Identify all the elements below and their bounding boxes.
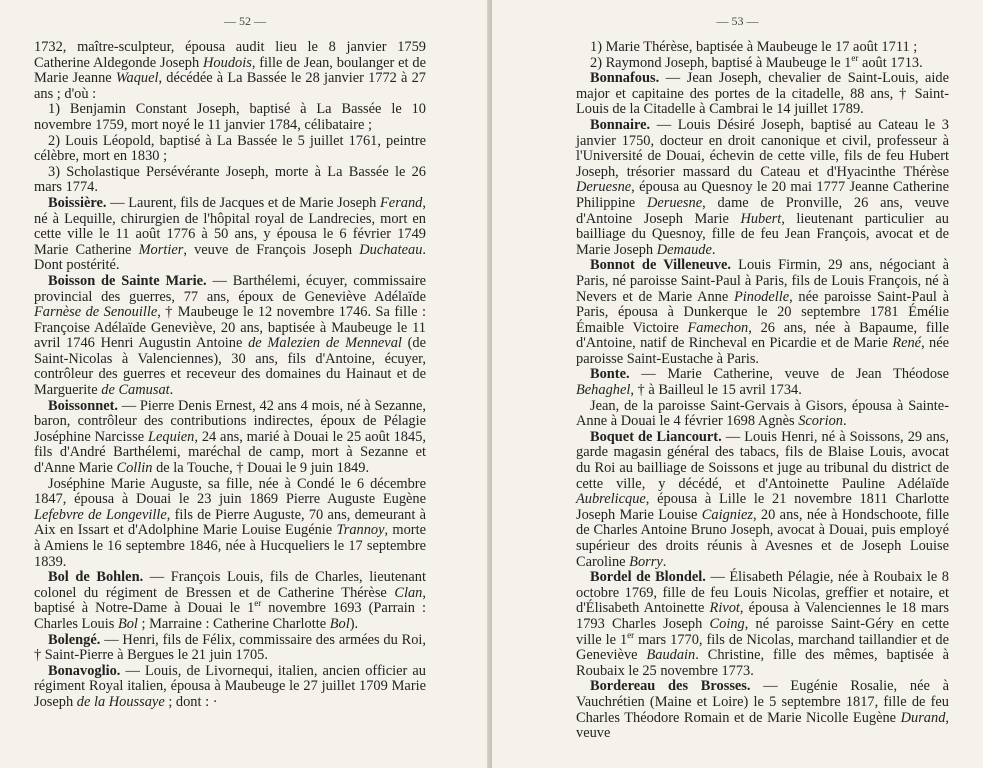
- text-run: , baptisé à Notre-Dame à Douai le 1: [34, 584, 426, 617]
- superscript: er: [851, 52, 859, 63]
- entry-heading: Bonnaire.: [590, 116, 651, 133]
- italic-name: Trannoy: [336, 522, 385, 539]
- entry-heading: Bonavoglio.: [48, 662, 121, 679]
- paragraph: [576, 71, 949, 118]
- text-run: ; dont : ·: [164, 693, 218, 710]
- entry-heading: Bonnot de Villeneuve.: [590, 257, 732, 274]
- text-run: mars 1770, fils de Nicolas, marchand taillandier et de Geneviève: [576, 631, 950, 664]
- right-folio: — 53 —: [716, 14, 759, 28]
- italic-name: Scorion: [798, 413, 843, 430]
- text-run: , veuve de François Joseph: [183, 241, 360, 258]
- text-run: Louis Firmin, 29 ans, négociant à Paris, né paroisse Saint-Paul à Paris, fils de Louis François, né à Nevers et de Marie Anne: [576, 257, 949, 305]
- text-run: , † Maubeuge le 12 novembre 1746. Sa fille : Françoise Adélaïde Geneviève, 20 ans, baptisée à Maubeuge le 11 avril 1746 Henri Augustin Antoine: [34, 304, 427, 352]
- entry-heading: Bonnafous.: [590, 70, 660, 87]
- italic-name: Farnèse de Senouille: [34, 304, 158, 321]
- paragraph: [576, 258, 949, 367]
- text-run: , morte à Amiens le 16 septembre 1846, née à Hucqueliers le 17 septembre 1839.: [34, 522, 426, 570]
- text-run: .: [662, 553, 667, 570]
- superscript: er: [254, 598, 262, 609]
- left-text-column: [34, 40, 426, 711]
- entry-heading: Bol de Bohlen.: [48, 569, 144, 586]
- italic-name: Aubrelicque: [576, 491, 646, 508]
- paragraph: [576, 570, 949, 679]
- italic-name: Mortier: [138, 241, 184, 258]
- paragraph: [576, 40, 949, 56]
- italic-name: Borry: [629, 553, 663, 570]
- italic-name: de Malezien de Menneval: [248, 335, 402, 352]
- entry-heading: Boissière.: [48, 194, 107, 211]
- entry-heading: Boquet de Liancourt.: [590, 428, 722, 445]
- text-run: , décédée à La Bassée le 28 janvier 1772 à 27 ans ; d'où :: [34, 70, 426, 102]
- paragraph: [576, 367, 949, 398]
- superscript: er: [627, 629, 635, 640]
- paragraph: [34, 477, 426, 571]
- text-run: 1) Benjamin Constant Joseph, baptisé à La Bassée le 10 novembre 1759, mort noyé le 11 janvier 1784, célibataire ;: [34, 101, 426, 133]
- entry-heading: Bordereau des Brosses.: [590, 678, 751, 695]
- italic-name: Baudain: [646, 647, 696, 664]
- italic-name: Lefebvre de Longeville: [34, 506, 167, 523]
- italic-name: Deruesne: [576, 179, 632, 196]
- text-run: — Jean Joseph, chevalier de Saint-Louis, aide major et capitaine des portes de la citadelle, 88 ans, † Saint-Louis de la Citadelle à Cambrai le 14 juillet 1789.: [576, 70, 949, 118]
- text-run: .: [711, 241, 716, 258]
- text-run: août 1713.: [858, 54, 923, 71]
- paragraph: [34, 274, 426, 399]
- text-run: — Pierre Denis Ernest, 42 ans 4 mois, né à Sezanne, baron, contrôleur des contributions indirectes, époux de Pélagie Joséphine Narcisse: [34, 397, 426, 445]
- text-run: , né paroisse Saint-Géry en cette ville le 1: [576, 615, 949, 648]
- text-run: , née paroisse Saint-Eustache à Paris.: [576, 335, 950, 367]
- italic-name: Waquel: [115, 70, 159, 87]
- paragraph: [34, 570, 426, 632]
- text-run: , née paroisse Saint-Paul à Paris, épousa à Dunkerque le 20 septembre 1781 Émélie Émaible Victoire: [576, 288, 949, 336]
- italic-name: Bol: [329, 615, 350, 632]
- paragraph: [34, 40, 426, 102]
- text-run: Jean, de la paroisse Saint-Gervais à Gisors, épousa à Sainte-Anne à Douai le 4 février 1698 Agnès: [576, 397, 949, 430]
- text-run: , épousa à Lille le 21 novembre 1811 Charlotte Joseph Marie Louise: [576, 491, 949, 523]
- right-page: [492, 0, 983, 768]
- italic-name: Demaude: [656, 241, 712, 258]
- text-run: . Christine, fille des mêmes, baptisée à Roubaix le 25 novembre 1773.: [576, 647, 949, 679]
- paragraph: [34, 102, 426, 133]
- entry-heading: Boissonnet.: [48, 397, 118, 414]
- italic-name: Ferand: [380, 194, 423, 211]
- paragraph: [576, 118, 949, 258]
- text-run: — Louis Henri, né à Soissons, 29 ans, garde magasin général des tabacs, fils de Blaise Louis, avocat du Roi au bailliage de Soissons et juge au tribunal du district de cette ville, y décédé, et d'Antoinette Pauline Adélaïde: [576, 428, 949, 492]
- text-run: de la Touche, † Douai le 9 juin 1849.: [152, 460, 370, 477]
- italic-name: Hubert: [740, 210, 782, 227]
- italic-name: Caigniez: [701, 506, 753, 523]
- italic-name: Behaghel: [576, 382, 631, 399]
- paragraph: [34, 165, 426, 196]
- italic-name: Deruesne: [646, 194, 703, 211]
- italic-name: Pinodelle: [733, 288, 790, 305]
- italic-name: René: [892, 335, 922, 352]
- entry-heading: Boisson de Sainte Marie.: [48, 272, 207, 289]
- text-run: — Élisabeth Pélagie, née à Roubaix le 8 octobre 1769, fille de feu Louis Nicolas, greffier et notaire, et d'Élisabeth Antoinette: [576, 569, 949, 617]
- italic-name: Rivot: [709, 600, 740, 617]
- text-run: — Laurent, fils de Jacques et de Marie Joseph: [106, 194, 381, 211]
- text-run: , 24 ans, marié à Douai le 25 août 1845, fils d'André Barthélemi, maréchal de camp, mort à Sezanne et d'Anne Marie: [34, 428, 426, 477]
- text-run: (de Saint-Nicolas à Valenciennes), 30 ans, fils d'Antoine, écuyer, contrôleur des guerres et receveur des domaines du Hainaut et de Marguerite: [34, 335, 426, 399]
- paragraph: [576, 679, 949, 741]
- text-run: 2) Louis Léopold, baptisé à La Bassée le 5 juillet 1761, peintre célèbre, mort en 1830 ;: [34, 132, 426, 165]
- left-folio: — 52 —: [224, 14, 266, 28]
- text-run: .: [842, 413, 847, 430]
- text-run: .: [169, 382, 174, 399]
- italic-name: Bol: [117, 615, 138, 632]
- text-run: — Louis, de Livornequi, italien, ancien officier au régiment Royal italien, épousa à Maubeuge le 27 juillet 1709 Marie Joseph: [34, 662, 426, 710]
- italic-name: Durand: [900, 709, 946, 726]
- text-run: — Henri, fils de Félix, commissaire des armées du Roi, † Saint-Pierre à Bergues le 21 juin 1705.: [34, 631, 426, 664]
- paragraph: [576, 52, 949, 72]
- text-run: , épousa au Quesnoy le 20 mai 1777 Jeanne Catherine Philippine: [576, 179, 949, 211]
- italic-name: de la Houssaye: [76, 693, 165, 710]
- italic-name: Duchateau: [359, 241, 423, 258]
- paragraph: [576, 430, 949, 570]
- text-run: , 26 ans, née à Bapaume, fille d'Antoine, natif de Rincheval en Picardie et de Marie: [576, 319, 949, 352]
- text-run: Joséphine Marie Auguste, sa fille, née à Condé le 6 décembre 1847, épousa à Douai le 23 juin 1869 Pierre Auguste Eugène: [34, 475, 426, 508]
- text-run: 1732, maître-sculpteur, épousa audit lieu le 8 janvier 1759 Catherine Aldegonde Joseph: [34, 39, 426, 71]
- italic-name: Clan: [394, 584, 423, 601]
- text-run: 1) Marie Thérèse, baptisée à Maubeuge le 17 août 1711 ;: [590, 39, 918, 55]
- italic-name: Coing: [709, 615, 745, 632]
- entry-heading: Bordel de Blondel.: [590, 569, 706, 586]
- paragraph: [34, 633, 426, 664]
- text-run: ; Marraine : Catherine Charlotte: [137, 615, 330, 632]
- paragraph: [34, 399, 426, 477]
- text-run: ).: [349, 615, 359, 632]
- text-run: 2) Raymond Joseph, baptisé à Maubeuge le 1: [590, 54, 852, 71]
- right-text-column: [576, 40, 949, 742]
- text-run: , dame de Pronville, 26 ans, veuve d'Antoine Joseph Marie: [576, 194, 950, 227]
- entry-heading: Bonte.: [590, 366, 630, 383]
- text-run: , épousa à Valenciennes le 18 mars 1793 Charles Joseph: [576, 600, 949, 632]
- text-run: , veuve: [576, 709, 949, 742]
- text-run: , † à Bailleul le 15 avril 1734.: [630, 382, 802, 399]
- italic-name: Lequien: [148, 428, 195, 445]
- paragraph: [34, 196, 426, 274]
- text-run: , lieutenant particulier au bailliage du Quesnoy, fille de feu Jean François, avocat et de Marie Joseph: [576, 210, 950, 258]
- text-run: , 20 ans, née à Hondschoote, fille de Charles Antoine Bruno Joseph, avocat à Douai, puis employé supérieur des droits réunis à Avesnes et de Joseph Louise Caroline: [576, 506, 949, 570]
- text-run: — Eugénie Rosalie, née à Vauchrétien (Maine et Loire) le 5 septembre 1817, fille de feu Charles Théodore Romain et de Marie Nicolle Eugène: [576, 678, 949, 726]
- text-run: — Barthélemi, écuyer, commissaire provincial des guerres, 77 ans, époux de Geneviève Adélaïde: [34, 272, 426, 305]
- entry-heading: Bolengé.: [48, 631, 101, 648]
- text-run: , fille de Jean, boulanger et de Marie Jeanne: [34, 54, 426, 87]
- text-run: novembre 1693 (Parrain : Charles Louis: [34, 600, 426, 632]
- text-run: — Marie Catherine, veuve de Jean Théodose: [629, 366, 949, 383]
- italic-name: de Camusat: [101, 382, 170, 399]
- paragraph: [576, 399, 949, 430]
- paragraph: [34, 664, 426, 711]
- text-run: , fils de Pierre Auguste, 70 ans, demeurant à Aix en Issart et d'Adolphine Marie Louise Eugénie: [34, 506, 426, 539]
- italic-name: Famechon: [687, 319, 749, 336]
- left-page: [0, 0, 490, 768]
- italic-name: Collin: [116, 460, 153, 477]
- paragraph: [34, 134, 426, 165]
- text-run: — François Louis, fils de Charles, lieutenant colonel du régiment de Bressen et de Catherine Thérèse: [34, 569, 427, 601]
- text-run: 3) Scholastique Persévérante Joseph, morte à La Bassée le 26 mars 1774.: [34, 163, 426, 196]
- text-run: . Dont postérité.: [34, 241, 427, 274]
- italic-name: Houdois: [203, 54, 252, 71]
- text-run: — Louis Désiré Joseph, baptisé au Cateau le 3 janvier 1750, docteur en droit canonique et civil, professeur à l'Université de Douai, échevin de cette ville, fils de feu Hubert Joseph, trésorier massard du Cateau et d'Hyacinthe Thérèse: [576, 116, 949, 180]
- text-run: , né à Lequille, chirurgien de l'hôpital royal de Landrecies, mort en cette ville le 11 août 1776 à 50 ans, y épousa le 6 février 1749 Marie Catherine: [34, 194, 426, 258]
